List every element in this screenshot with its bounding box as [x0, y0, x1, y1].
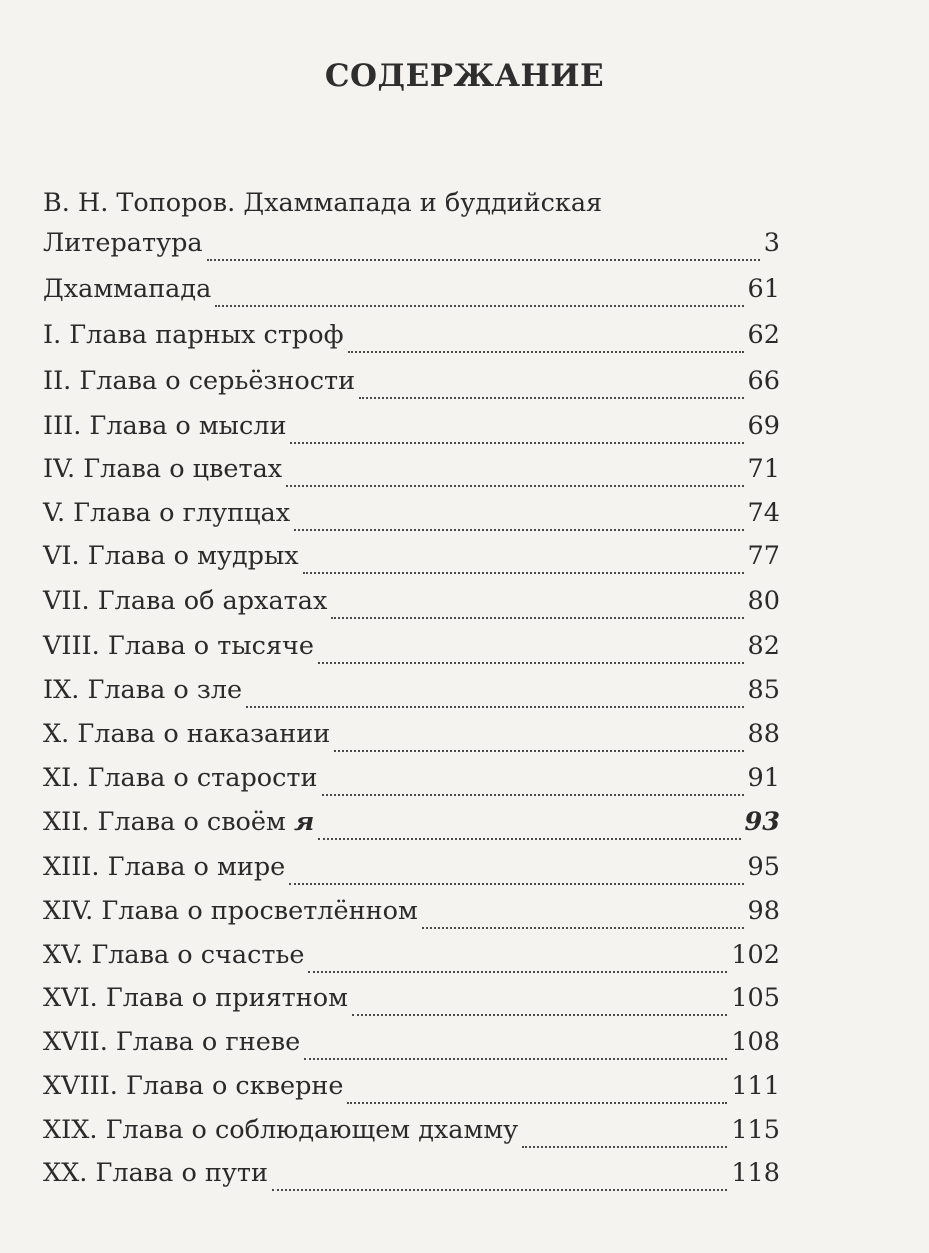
toc-entry-page: 85: [747, 675, 780, 705]
toc-entry-label-emphasis: я: [293, 807, 315, 837]
toc-entry[interactable]: [43, 852, 780, 892]
toc-entry-page: 91: [747, 763, 780, 793]
toc-entry-label: II. Глава о серьёзности: [43, 366, 356, 396]
toc-entry[interactable]: [43, 1071, 780, 1111]
toc-entry-label: Дхаммапада: [43, 274, 212, 304]
toc-entry-page: 95: [747, 852, 780, 882]
toc-entry-page: 88: [747, 719, 780, 749]
toc-entry-label: III. Глава о мысли: [43, 411, 287, 441]
toc-entry-label: VII. Глава об архатах: [43, 586, 328, 616]
toc-entry[interactable]: [43, 498, 780, 538]
toc-entry-page: 80: [747, 586, 780, 616]
toc-entry-label: XV. Глава о счастье: [43, 940, 305, 970]
toc-entry-label: Литература: [43, 228, 203, 258]
toc-entry-page: 71: [747, 454, 780, 484]
toc-entry-page: 74: [747, 498, 780, 528]
toc-entry-page: 111: [731, 1071, 780, 1101]
toc-entry-label: VIII. Глава о тысяче: [43, 631, 314, 661]
toc-entry-page: 108: [731, 1027, 780, 1057]
toc-entry[interactable]: [43, 1027, 780, 1067]
toc-entry[interactable]: [43, 320, 780, 360]
toc-entry-label: XIX. Глава о соблюдающем дхамму: [43, 1115, 519, 1145]
dot-leader: [304, 1058, 727, 1060]
toc-entry-page: 3: [763, 228, 780, 258]
toc-entry-page: 102: [731, 940, 780, 970]
toc-entry-intro[interactable]: [43, 228, 780, 268]
toc-entry-label: VI. Глава о мудрых: [43, 541, 299, 571]
toc-entry-page: 66: [747, 366, 780, 396]
dot-leader: [290, 442, 743, 444]
toc-entry[interactable]: [43, 719, 780, 759]
toc-entry-label: IV. Глава о цветах: [43, 454, 283, 484]
toc-entry[interactable]: [43, 807, 780, 847]
dot-leader: [294, 529, 743, 531]
toc-entry[interactable]: [43, 763, 780, 803]
dot-leader: [308, 971, 727, 973]
toc-entry-label: XI. Глава о старости: [43, 763, 318, 793]
toc-entry-page: 98: [747, 896, 780, 926]
toc-entry-label: XVI. Глава о приятном: [43, 983, 348, 1013]
toc-entry[interactable]: [43, 896, 780, 936]
dot-leader: [359, 397, 743, 399]
dot-leader: [347, 1102, 727, 1104]
dot-leader: [215, 305, 743, 307]
dot-leader: [207, 259, 760, 261]
toc-entry[interactable]: [43, 1115, 780, 1155]
toc-entry-label: I. Глава парных строф: [43, 320, 344, 350]
toc-entry-label: X. Глава о наказании: [43, 719, 331, 749]
toc-entry-label: [43, 807, 314, 837]
toc-entry-page: 93: [744, 807, 780, 837]
toc-entry[interactable]: [43, 631, 780, 671]
dot-leader: [331, 617, 743, 619]
toc-entry[interactable]: [43, 541, 780, 581]
toc-entry[interactable]: [43, 675, 780, 715]
dot-leader: [334, 750, 743, 752]
toc-entry[interactable]: [43, 274, 780, 314]
toc-entry-label: XIII. Глава о мире: [43, 852, 286, 882]
toc-entry-intro-line1: В. Н. Топоров. Дхаммапада и буддийская: [43, 188, 603, 218]
dot-leader: [352, 1014, 727, 1016]
toc-entry-label-text: XII. Глава о своём: [43, 807, 286, 837]
toc-entry-page: 61: [747, 274, 780, 304]
toc-entry-label: V. Глава о глупцах: [43, 498, 291, 528]
toc-entry-page: 105: [731, 983, 780, 1013]
toc-entry[interactable]: [43, 586, 780, 626]
toc-entry[interactable]: [43, 940, 780, 980]
toc-entry[interactable]: [43, 983, 780, 1023]
toc-entry-label: XVII. Глава о гневе: [43, 1027, 301, 1057]
toc-entry[interactable]: [43, 454, 780, 494]
dot-leader: [289, 883, 743, 885]
dot-leader: [318, 662, 744, 664]
toc-entry-page: 62: [747, 320, 780, 350]
toc-entry-label: IX. Глава о зле: [43, 675, 243, 705]
page-title: СОДЕРЖАНИЕ: [324, 58, 605, 94]
dot-leader: [286, 485, 743, 487]
toc-entry[interactable]: [43, 366, 780, 406]
toc-entry[interactable]: [43, 1158, 780, 1198]
dot-leader: [348, 351, 744, 353]
toc-entry-label: XVIII. Глава о скверне: [43, 1071, 344, 1101]
toc-entry-page: 118: [731, 1158, 780, 1188]
toc-entry-page: 115: [731, 1115, 780, 1145]
dot-leader: [318, 838, 740, 840]
dot-leader: [272, 1189, 727, 1191]
dot-leader: [422, 927, 744, 929]
toc-entry-page: 69: [747, 411, 780, 441]
toc-entry-page: 77: [747, 541, 780, 571]
toc-entry-label: XIV. Глава о просветлённом: [43, 896, 418, 926]
toc-entry-label: XX. Глава о пути: [43, 1158, 269, 1188]
dot-leader: [522, 1146, 727, 1148]
dot-leader: [303, 572, 744, 574]
dot-leader: [322, 794, 744, 796]
toc-entry[interactable]: [43, 411, 780, 451]
toc-entry-page: 82: [747, 631, 780, 661]
dot-leader: [246, 706, 744, 708]
